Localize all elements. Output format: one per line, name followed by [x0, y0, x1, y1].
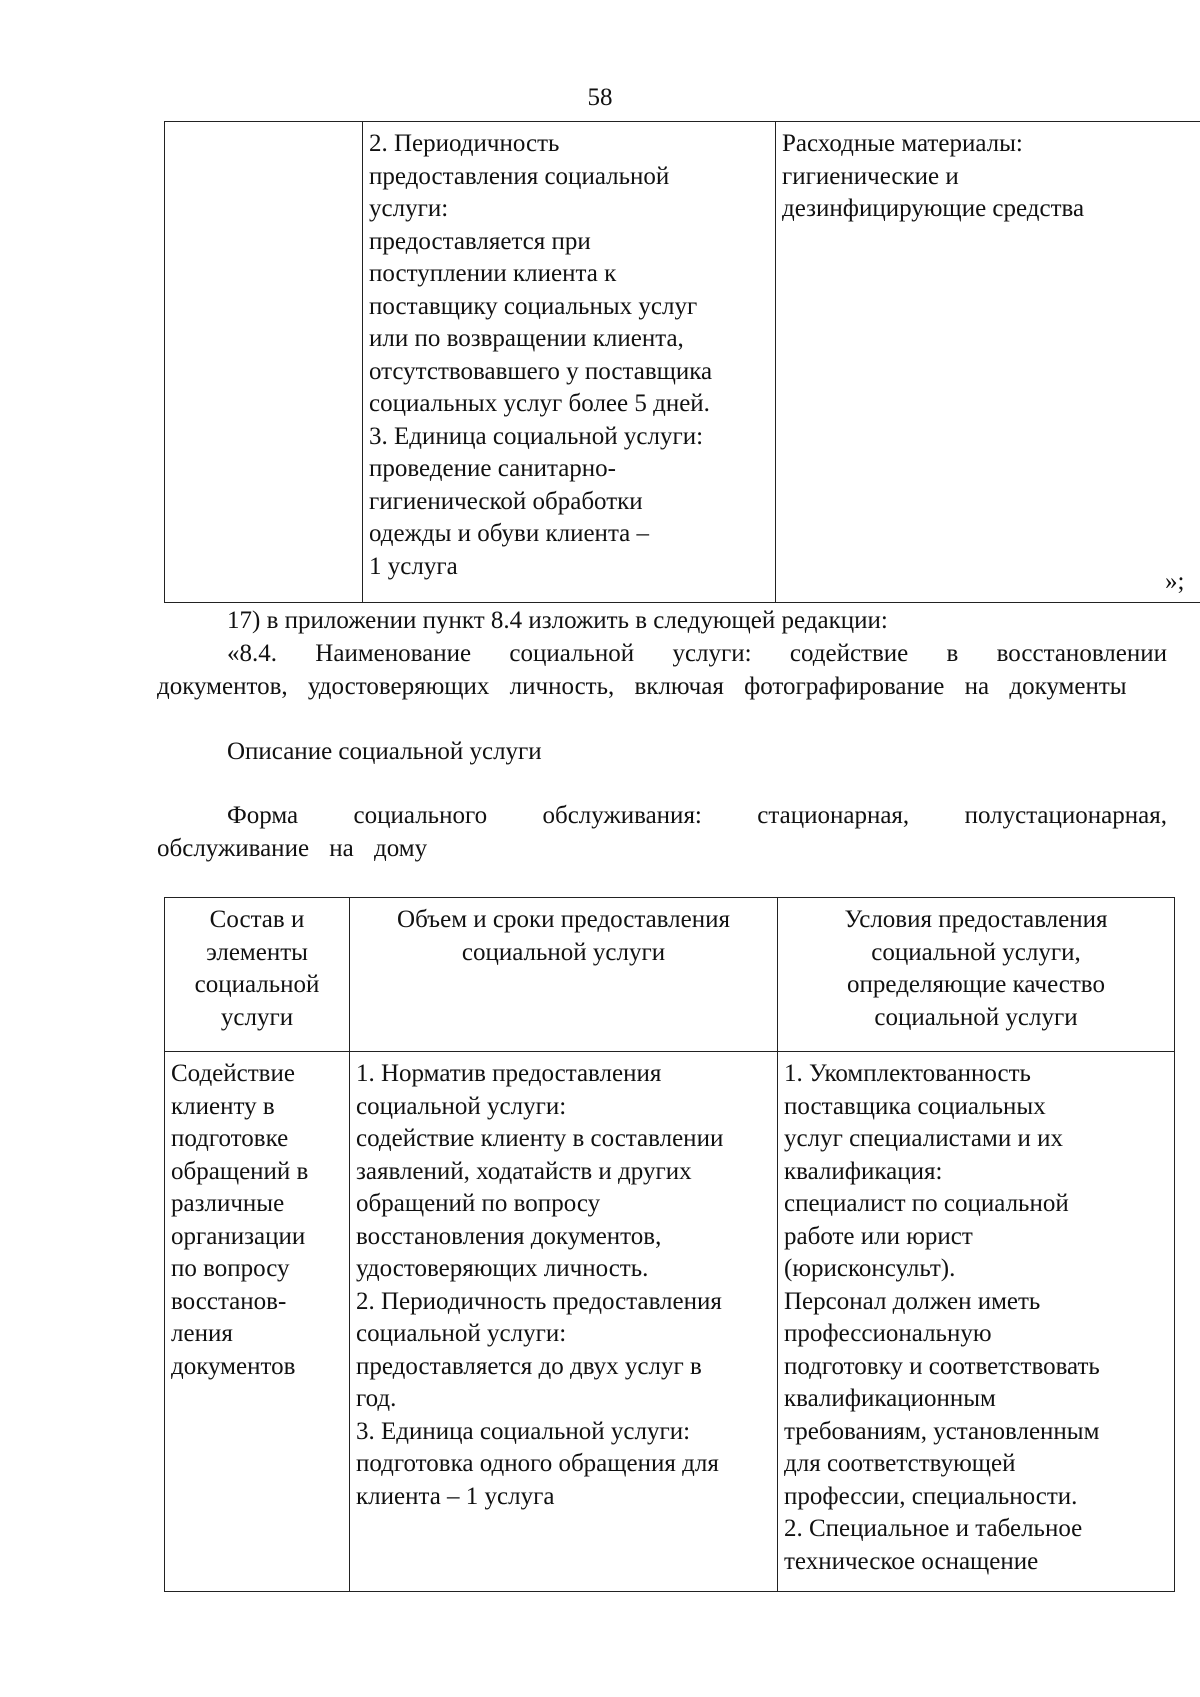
continuation-table	[164, 121, 1200, 603]
service-form-paragraph: Форма социального обслуживания: стационарная, полустационарная, обслуживание на дому	[157, 802, 1167, 862]
cell-composition: Содействие клиенту в подготовке обращений в различные организации по вопросу восстанов- ления документов	[165, 1052, 350, 1592]
service-description-table	[164, 897, 1175, 1592]
table-cell-volume-terms: 2. Периодичность предоставления социальной услуги: предоставляется при поступлении клиента к поставщику социальных услуг или по возвращении клиента, отсутствовавшего у поставщика социальных услуг более 5 дней. 3. Единица социальной услуги: проведение санитарно- гигиенической обработки одежды и обуви клиента – 1 услуга	[363, 122, 776, 603]
table-row	[165, 1052, 1175, 1592]
section-title: Описание социальной услуги	[227, 738, 542, 765]
table-cell-component	[165, 122, 363, 603]
amendment-item-8-4: «8.4. Наименование социальной услуги: содействие в восстановлении документов, удостоверяющих личность, включая фотографирование на документы	[157, 640, 1167, 700]
cell-volume-terms: 1. Норматив предоставления социальной услуги: содействие клиенту в составлении заявлений, ходатайств и других обращений по вопросу восстановления документов, удостоверяющих личность. 2. Периодичность предоставления социальной услуги: предоставляется до двух услуг в год. 3. Единица социальной услуги: подготовка одного обращения для клиента – 1 услуга	[350, 1052, 778, 1592]
table-header-row	[165, 898, 1175, 1052]
header-conditions: Условия предоставления социальной услуги, определяющие качество социальной услуги	[778, 898, 1175, 1052]
table-row	[165, 122, 1200, 603]
page-number: 58	[587, 84, 613, 111]
closing-quote: »;	[1165, 568, 1185, 595]
cell-conditions: 1. Укомплектованность поставщика социальных услуг специалистами и их квалификация: специалист по социальной работе или юрист (юрисконсульт). Персонал должен иметь профессиональную подготовку и соответствовать квалификационным требованиям, установленным для соответствующей профессии, специальности. 2. Специальное и табельное техническое оснащение	[778, 1052, 1175, 1592]
header-volume-terms: Объем и сроки предоставления социальной услуги	[350, 898, 778, 1052]
header-composition: Состав и элементы социальной услуги	[165, 898, 350, 1052]
amendment-item-17: 17) в приложении пункт 8.4 изложить в следующей редакции:	[227, 607, 888, 634]
table-cell-conditions: Расходные материалы: гигиенические и дезинфицирующие средства	[776, 122, 1200, 603]
